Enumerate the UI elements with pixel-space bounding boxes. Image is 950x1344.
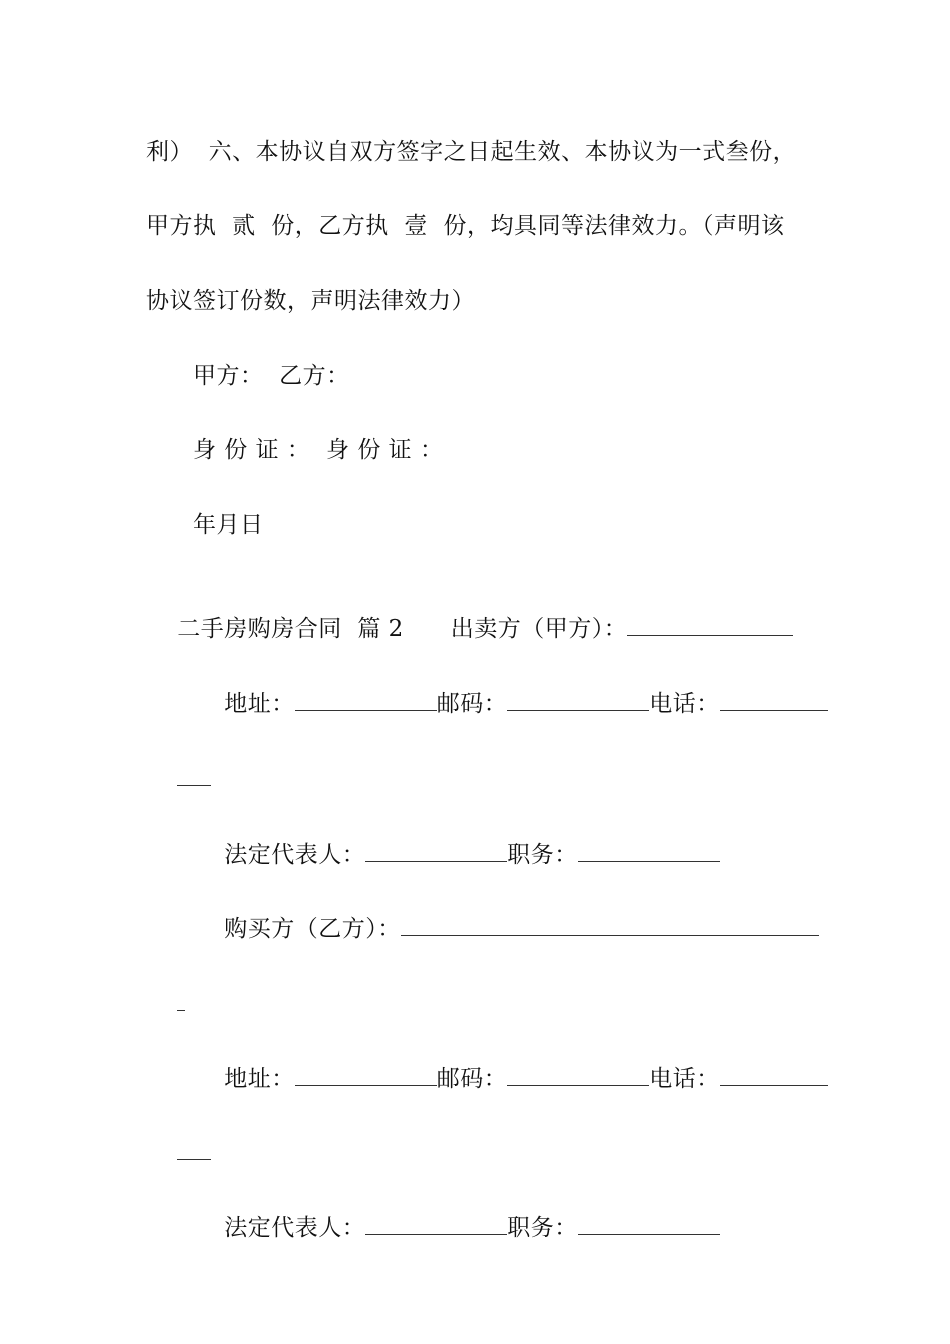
buyer-rep-label: 法定代表人： xyxy=(224,1215,366,1241)
buyer-name-field-continued[interactable] xyxy=(177,990,185,1011)
spacer xyxy=(404,616,451,642)
clause-6-line-3: 协议签订份数，声明法律效力） xyxy=(146,288,475,314)
seller-postcode-label: 邮码： xyxy=(436,691,508,717)
seller-rep-field[interactable] xyxy=(365,841,507,862)
seller-address-field[interactable] xyxy=(295,690,437,711)
buyer-name-continuation xyxy=(146,959,185,1049)
seller-rep-label: 法定代表人： xyxy=(224,842,366,868)
buyer-phone-label: 电话： xyxy=(649,1066,720,1092)
seller-label: 出卖方（甲方）： xyxy=(450,616,628,642)
buyer-postcode-label: 邮码： xyxy=(436,1066,508,1092)
buyer-phone-field[interactable] xyxy=(720,1065,828,1086)
seller-postcode-field[interactable] xyxy=(507,690,649,711)
buyer-address-label: 地址： xyxy=(224,1066,295,1092)
clause-6-line-2: 甲方执 贰 份，乙方执 壹 份，均具同等法律效力。（声明该 xyxy=(146,213,785,239)
seller-phone-field[interactable] xyxy=(720,690,828,711)
buyer-name-field[interactable] xyxy=(401,915,819,936)
signature-date: 年月日 xyxy=(193,512,264,538)
seller-address-label: 地址： xyxy=(224,691,295,717)
signature-id-cards: 身 份 证 ： 身 份 证 ： xyxy=(193,437,444,463)
buyer-line xyxy=(193,884,819,974)
buyer-position-field[interactable] xyxy=(578,1214,720,1235)
buyer-phone-field-continued[interactable] xyxy=(177,1139,211,1160)
buyer-rep-field[interactable] xyxy=(365,1214,507,1235)
seller-phone-label: 电话： xyxy=(649,691,720,717)
contract-2-heading: 二手房购房合同 篇 2 xyxy=(177,616,404,642)
buyer-contact-line xyxy=(193,1034,828,1124)
seller-position-field[interactable] xyxy=(578,841,720,862)
seller-contact-line xyxy=(193,659,828,749)
buyer-rep-line xyxy=(193,1183,720,1273)
seller-name-field[interactable] xyxy=(627,615,793,636)
seller-phone-field-continued[interactable] xyxy=(177,765,211,786)
buyer-postcode-field[interactable] xyxy=(507,1065,649,1086)
buyer-address-field[interactable] xyxy=(295,1065,437,1086)
buyer-label: 购买方（乙方）： xyxy=(224,916,401,942)
seller-position-label: 职务： xyxy=(507,842,578,868)
buyer-position-label: 职务： xyxy=(507,1215,578,1241)
signature-parties: 甲方： 乙方： xyxy=(193,363,350,389)
clause-6-line-1: 利） 六、本协议自双方签字之日起生效、本协议为一式叁份， xyxy=(146,139,797,165)
